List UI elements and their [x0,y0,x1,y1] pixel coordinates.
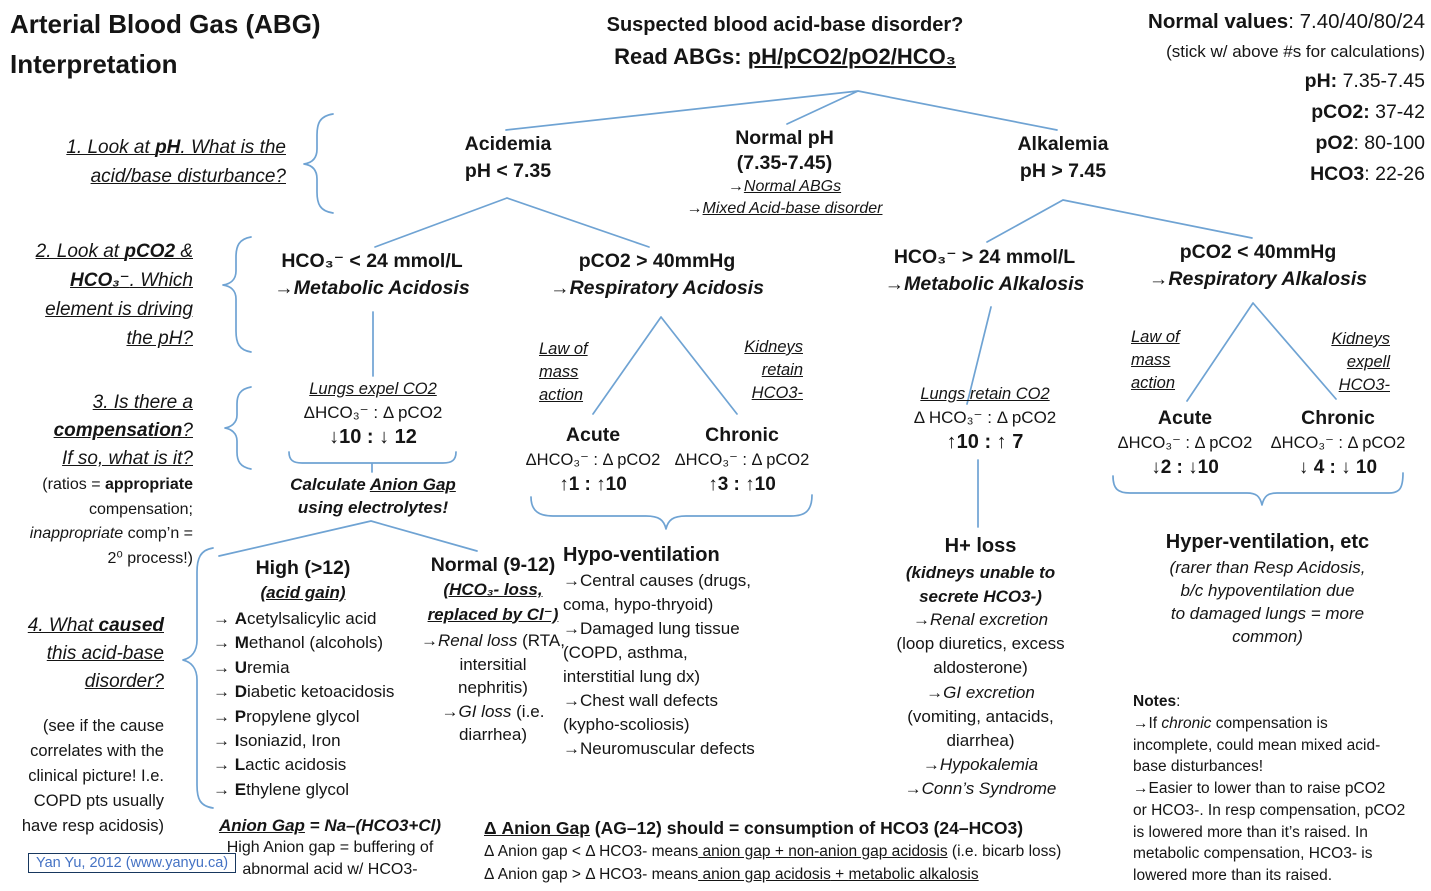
hypoventilation-brace [531,495,812,529]
step-2-look-at-pco2-hco3 [10,237,193,353]
text-line: action [1131,374,1176,392]
text-line: disorder? [84,671,164,692]
text-line: metabolic compensation, HCO3- is [1133,845,1373,863]
text-line: →Metabolic Alkalosis [884,273,1085,295]
text-line: (see if the cause [42,717,164,735]
text-line: If so, what is it? [62,448,193,469]
step-3-compensation [10,389,193,571]
text-line: abnormal acid w/ HCO3- [242,861,418,878]
text-line: have resp acidosis) [21,817,164,835]
step-4-title [0,612,164,696]
notes-lines [1133,713,1431,887]
text-line: pO2: 80-100 [1315,132,1425,154]
respalk-v-lines [1187,303,1336,401]
text-line: →Respiratory Acidosis [550,277,764,299]
text-line: → Diabetic ketoacidosis [213,682,395,702]
text-line: ↓10 : ↓ 12 [329,426,417,448]
text-line: ↑1 : ↑10 [559,474,627,495]
node-normal-ph [672,126,897,220]
author-credit-link[interactable]: Yan Yu, 2012 (www.yanyu.ca) [28,853,236,873]
text-line: Law of [1131,328,1180,346]
text-line: →Central causes (drugs, [563,571,752,590]
text-line: ΔHCO₃⁻ : Δ pCO2 [525,451,661,469]
step2-brace [223,237,251,352]
text-line: ↑3 : ↑10 [708,474,776,495]
resp-alkalosis-kidneys-expel-label [1316,328,1390,397]
text-line: b/c hypoventilation due [1180,581,1355,600]
text-line: Δ HCO₃⁻ : Δ pCO2 [913,408,1057,427]
text-line: to damaged lungs = more [1170,604,1365,623]
normal-anion-gap-subtitle [405,578,581,627]
root-split-lines [506,91,1057,130]
text-line: pCO2 > 40mmHg [578,250,736,272]
text-line: is lowered more than it’s raised. In [1133,823,1368,841]
hypoventilation-list [563,569,803,761]
step3-brace [225,387,251,469]
text-line: pCO2: 37-42 [1311,101,1425,123]
text-line: Δ Anion Gap (AG–12) should = consumption of HCO3 (24–HCO3) [484,818,1024,838]
resp-alkalosis-law-of-mass-action-label [1131,326,1195,395]
text-line: Δ Anion gap < Δ HCO3- means anion gap + non-anion gap acidosis (i.e. bicarb loss) [484,843,1062,860]
node-respiratory-acidosis [532,248,782,302]
alkalemia-label: Alkalemia [1017,133,1109,155]
h-loss-list [853,608,1108,802]
text-line: clinical picture! I.e. [28,767,164,785]
acidemia-label: Acidemia [464,133,552,155]
text-line: COPD pts usually [33,792,164,810]
text-line: ΔHCO₃⁻ : Δ pCO2 [303,403,443,422]
text-line: → Uremia [213,657,290,677]
text-line: Normal pH [735,127,834,149]
page-title [10,4,400,84]
anion-gap-split-chevron [219,521,477,556]
text-line: Chronic [705,424,779,446]
header-read-abgs: Read ABGs: pH/pCO2/pO2/HCO₃ [614,44,956,69]
text-line: Kidneys [744,338,803,356]
text-line: base disturbances! [1133,758,1264,776]
text-line: (stick w/ above #s for calculations) [1166,42,1425,61]
text-line: High Anion gap = buffering of [226,839,434,856]
step-4-cause [0,612,164,839]
text-line: compensation? [53,420,193,441]
page-title-line2: Interpretation [10,49,178,79]
text-line: Anion Gap = Na–(HCO3+Cl) [219,816,441,835]
text-line: →Damaged lung tissue [563,619,740,638]
text-line: →Conn’s Syndrome [904,779,1057,799]
text-line: Lungs expel CO2 [309,380,437,398]
text-line: →Easier to lower than to raise pCO2 [1133,780,1386,798]
text-line: this acid-base [46,643,164,664]
text-line: → Ethylene glycol [213,779,350,799]
text-line: (vomiting, antacids, [907,706,1054,726]
acidemia-split-lines [375,198,649,247]
hyperventilation-title: Hyper-ventilation, etc [1165,531,1370,553]
acidemia-criterion: pH < 7.35 [464,160,552,182]
text-line: Normal values: 7.40/40/80/24 [1148,10,1425,33]
notes-block [1133,691,1431,887]
text-line: 2⁰ process!) [107,549,193,567]
text-line: →Chest wall defects [563,691,718,710]
resp-acidosis-acute-ratio [523,423,663,497]
normal-ph-outcomes [672,176,897,220]
node-respiratory-alkalosis [1128,239,1388,293]
text-line: Calculate Anion Gap [290,475,456,494]
text-line: the pH? [126,328,193,349]
hyperventilation-note [1120,556,1415,648]
text-line: Acute [565,424,621,446]
text-line: → Isoniazid, Iron [213,731,341,751]
text-line: →Renal loss (RTA, [421,631,565,650]
metacid-ratio-bracket [289,452,456,472]
resp-alkalosis-acute-ratio [1112,406,1258,480]
node-metabolic-alkalosis [862,244,1107,298]
text-line: ΔHCO₃⁻ : Δ pCO2 [1117,434,1253,452]
resp-acidosis-chronic-ratio [668,423,816,497]
resp-acidosis-law-of-mass-action-label [539,338,601,407]
node-alkalemia [973,131,1153,185]
step4-brace [183,548,213,808]
text-line: 1. Look at pH. What is the [66,137,286,158]
normal-anion-gap-title: Normal (9-12) [430,554,556,576]
text-line: → Lactic acidosis [213,755,347,775]
text-line: →Neuromuscular defects [563,739,755,758]
step-3-title [10,389,193,473]
text-line: incomplete, could mean mixed acid- [1133,736,1381,754]
header-question: Suspected blood acid-base disorder? [606,14,964,36]
text-line: (acid gain) [260,583,346,602]
high-anion-gap-subtitle [215,581,391,605]
text-line: HCO₃⁻ > 24 mmol/L [893,246,1076,268]
text-line: → Acetylsalicylic acid [213,609,377,628]
text-line: HCO3- [751,384,803,402]
text-line: diarrhea) [458,725,528,745]
step-1-look-at-ph [20,133,286,191]
text-line: (kypho-scoliosis) [563,715,690,734]
page-title-line1: Arterial Blood Gas (ABG) [10,9,321,39]
text-line: (ratios = appropriate [42,476,193,493]
text-line: action [539,386,584,404]
text-line: (rarer than Resp Acidosis, [1169,558,1366,577]
text-line: →Normal ABGs [727,178,842,195]
high-anion-gap-causes-list [213,607,425,802]
text-line: →Mixed Acid-base disorder [686,200,883,217]
text-line: ΔHCO₃⁻ : Δ pCO2 [1270,434,1406,452]
text-line: →GI excretion [926,682,1035,702]
text-line: →GI loss (i.e. [441,701,545,721]
text-line: (loop diuretics, excess [896,634,1065,654]
text-line: → Propylene glycol [213,706,360,726]
text-line: (HCO₃- loss, [443,580,543,599]
text-line: ↓2 : ↓10 [1151,457,1219,478]
respacid-v-lines [593,317,737,414]
text-line: 3. Is there a [92,392,193,413]
text-line: secrete HCO3-) [919,586,1042,606]
text-line: mass [539,363,579,381]
text-line: →Metabolic Acidosis [274,277,470,299]
text-line: pH: 7.35-7.45 [1304,70,1425,92]
text-line: (COPD, asthma, [563,643,688,662]
metabolic-acidosis-compensation [285,378,461,450]
step-4-note [0,714,164,839]
text-line: 2. Look at pCO2 & [35,241,193,262]
text-line: →Respiratory Alkalosis [1148,268,1368,290]
text-line: pCO2 < 40mmHg [1179,241,1337,263]
text-line: ↓ 4 : ↓ 10 [1298,457,1378,478]
text-line: common) [1232,627,1303,646]
text-line: Chronic [1301,407,1375,429]
text-line: lowered more than its raised. [1133,866,1333,884]
text-line: (7.35-7.45) [736,152,833,174]
text-line: HCO3- [1338,376,1390,394]
h-loss-subtitle [853,561,1108,608]
h-loss-title: H+ loss [944,535,1017,557]
normal-ph-labels [672,126,897,176]
text-line: Kidneys [1331,330,1390,348]
metabolic-alkalosis-compensation [895,383,1075,455]
step-3-note [10,473,193,571]
text-line: intersitial [459,654,527,674]
text-line: ↑10 : ↑ 7 [946,431,1024,453]
text-line: Acute [1157,407,1213,429]
hyperventilation-causes [1120,528,1415,648]
text-line: compensation; [88,500,193,518]
text-line: inappropriate comp’n = [29,525,193,542]
alkalemia-criterion: pH > 7.45 [1019,160,1107,182]
text-line: (kidneys unable to [905,563,1056,582]
text-line: element is driving [45,299,193,320]
text-line: interstitial lung dx) [563,667,701,686]
text-line: →Renal excretion [912,610,1049,629]
node-acidemia [418,131,598,185]
text-line: Lungs retain CO2 [920,385,1050,403]
text-line: or HCO3-. In resp compensation, pCO2 [1133,801,1406,819]
text-line: HCO3: 22-26 [1310,163,1425,185]
text-line: HCO₃⁻ < 24 mmol/L [281,250,463,272]
high-anion-gap-title: High (>12) [255,557,351,579]
text-line: HCO₃⁻. Which [70,270,193,291]
text-line: Δ Anion gap > Δ HCO3- means anion gap acidosis + metabolic alkalosis [484,865,979,883]
hypoventilation-title: Hypo-ventilation [563,544,720,566]
node-metabolic-acidosis [252,248,492,302]
delta-anion-gap-rules [484,816,1129,886]
step1-brace [304,114,333,213]
normal-anion-gap-header [405,552,581,627]
text-line: 4. What caused [27,615,164,636]
header-block [555,12,1015,72]
text-line: ΔHCO₃⁻ : Δ pCO2 [674,451,810,469]
text-line: Law of [539,340,588,358]
text-line: aldosterone) [933,658,1028,678]
text-line: →If chronic compensation is [1133,715,1328,732]
h-loss-causes [853,531,1108,802]
high-anion-gap-header [215,555,391,605]
normal-anion-gap-causes-list [405,629,581,747]
text-line: → Methanol (alcohols) [213,633,384,653]
hypoventilation-causes [563,541,803,761]
text-line: mass [1131,351,1171,369]
resp-acidosis-kidneys-retain-label [731,336,803,405]
text-line: correlates with the [30,742,164,760]
text-line: nephritis) [458,678,528,698]
alkalemia-split-lines [987,200,1252,242]
anion-gap-formula [212,814,448,881]
resp-alkalosis-chronic-ratio [1264,406,1412,480]
text-line: coma, hypo-thryoid) [563,595,714,614]
text-line: acid/base disturbance? [90,166,286,187]
notes-title: Notes: [1133,693,1181,710]
text-line: →Hypokalemia [922,755,1039,775]
text-line: replaced by Cl⁻) [427,604,559,624]
text-line: using electrolytes! [297,497,449,517]
text-line: retain [761,361,803,379]
text-line: diarrhea) [946,731,1015,751]
text-line: expell [1346,353,1390,371]
calculate-anion-gap-note [285,474,461,519]
